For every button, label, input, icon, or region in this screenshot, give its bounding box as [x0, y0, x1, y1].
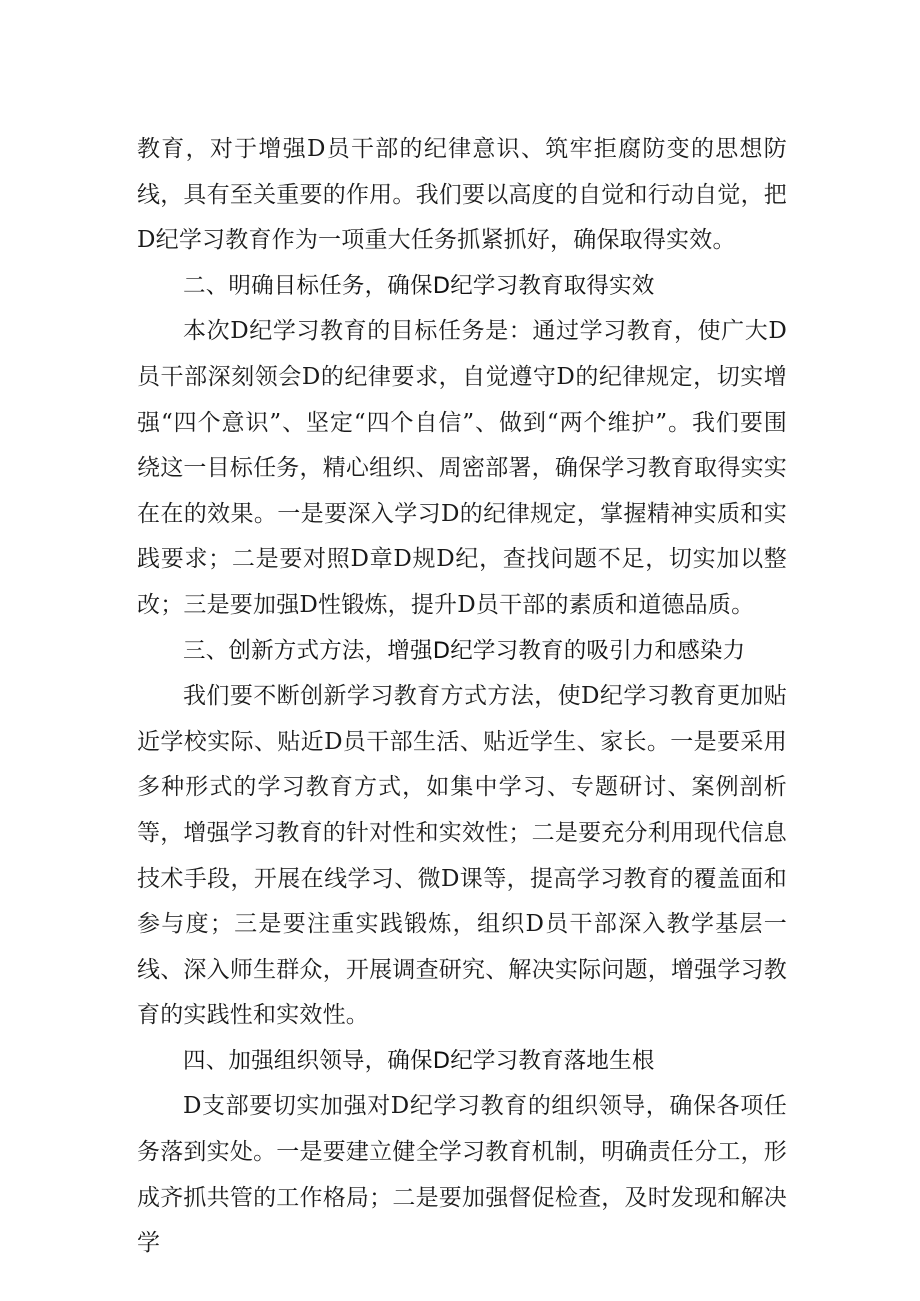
document-body — [137, 127, 787, 1267]
section-heading-4: 四、加强组织领导，确保D纪学习教育落地生根 — [183, 1047, 655, 1074]
section-heading-2: 二、明确目标任务，确保D纪学习教育取得实效 — [183, 272, 655, 299]
paragraph-section-4: D支部要切实加强对D纪学习教育的组织领导，确保各项任务落到实处。一是要建立健全学习教育机制，明确责任分工，形成齐抓共管的工作格局；二是要加强督促检查，及时发现和解决学 — [137, 1093, 787, 1257]
paragraph-section-2: 本次D纪学习教育的目标任务是：通过学习教育，使广大D员干部深刻领会D的纪律要求，自觉遵守D的纪律规定，切实增强“四个意识”、坚定“四个自信”、做到“两个维护”。我们要围绕这一目标任务，精心组织、周密部署，确保学习教育取得实实在在的效果。一是要深入学习D的纪律规定，掌握精神实质和实践要求；二是要对照D章D规D纪，查找问题不足，切实加以整改；三是要加强D性锻炼，提升D员干部的素质和道德品质。 — [137, 318, 787, 618]
paragraph-section-3: 我们要不断创新学习教育方式方法，使D纪学习教育更加贴近学校实际、贴近D员干部生活、贴近学生、家长。一是要采用多种形式的学习教育方式，如集中学习、专题研讨、案例剖析等，增强学习教育的针对性和实效性；二是要充分利用现代信息技术手段，开展在线学习、微D课等，提高学习教育的覆盖面和参与度；三是要注重实践锻炼，组织D员干部深入教学基层一线、深入师生群众，开展调查研究、解决实际问题，增强学习教育的实践性和实效性。 — [137, 683, 787, 1029]
paragraph-intro: 教育，对于增强D员干部的纪律意识、筑牢拒腐防变的思想防线，具有至关重要的作用。我们要以高度的自觉和行动自觉，把D纪学习教育作为一项重大任务抓紧抓好，确保取得实效。 — [137, 136, 787, 254]
section-heading-3: 三、创新方式方法，增强D纪学习教育的吸引力和感染力 — [183, 637, 746, 664]
